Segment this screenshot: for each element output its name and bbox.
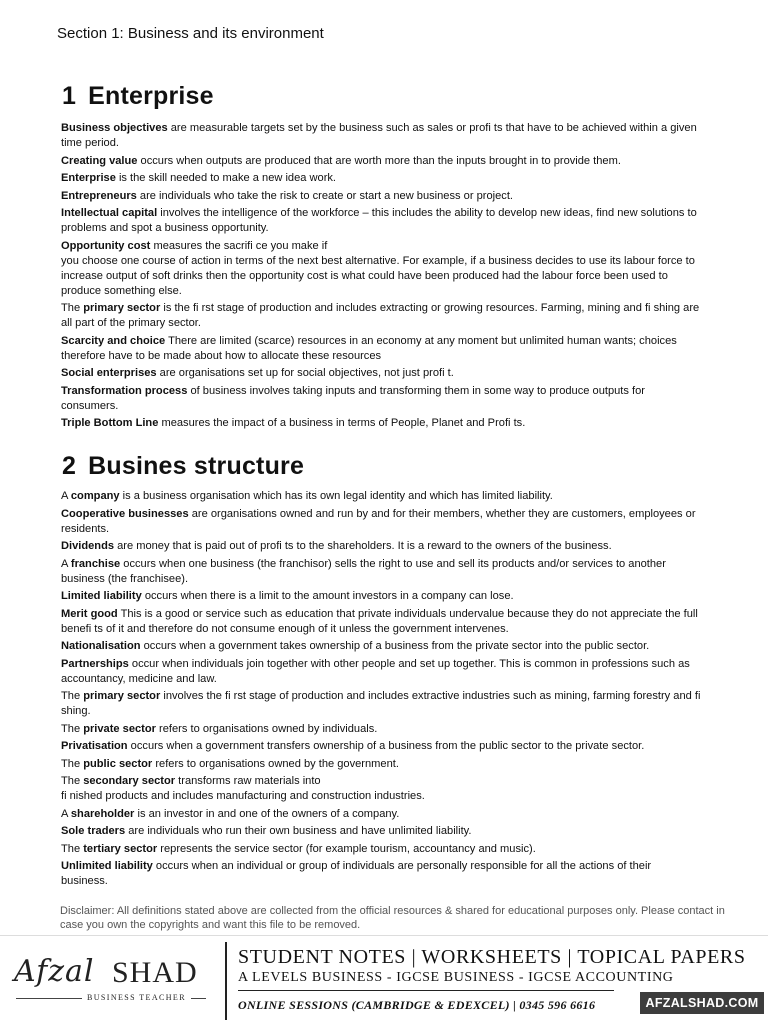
definition-item [61,171,701,186]
definition-text: are individuals who take the risk to create or start a new business or project. [136,189,513,202]
definition-text: are individuals who run their own business and have unlimited liability. [125,825,472,837]
definition-term: Unlimited liability [61,860,153,872]
definition-term: primary sector [83,690,161,702]
section-2-definitions [61,489,701,892]
definition-text: involves the fi rst stage of production and includes extractive industries such as mining, farming forestry and fi shing. [61,690,701,717]
footer-tagline: STUDENT NOTES | WORKSHEETS | TOPICAL PAPERS [238,946,746,968]
definition-text: refers to organisations owned by the government. [152,757,399,770]
definition-text: represents the service sector (for example tourism, accountancy and music). [157,842,536,855]
definition-term: Scarcity and choice [61,334,166,347]
section-2-number: 2 [62,452,77,480]
definition-item [61,489,701,504]
definition-text: measures the impact of a business in terms of People, Planet and Profi ts. [158,417,526,429]
definition-text: occurs when one business (the franchisor) sells the right to use and sell its products and/or services to another business (the franchisee). [61,557,666,585]
definition-prefix: The [61,690,84,702]
definition-text: is a business organisation which has its own legal identity and which has limited liability. [119,490,553,502]
definition-item [61,639,701,654]
definition-item [61,842,701,857]
definition-item [61,154,701,169]
definition-term: company [70,490,120,502]
definition-text: are money that is paid out of profi ts to the shareholders. It is a reward to the owners of the business. [114,540,612,552]
definition-term: franchise [70,557,121,570]
definition-text: are organisations set up for social objectives, not just profi t. [156,367,454,379]
definition-text: refers to organisations owned by individuals. [155,722,378,735]
disclaimer: Disclaimer: All definitions stated above are collected from the official resources & shared for educational purposes only. Please contact in case you own the copyrights and want this file to be removed. [60,905,725,931]
definition-term: Social enterprises [61,367,157,379]
definition-text: is the skill needed to make a new idea work. [115,172,337,184]
definition-prefix: A [61,490,71,502]
definition-item [61,807,701,822]
definition-item [61,189,701,204]
definition-prefix: A [61,557,71,570]
footer-banner [0,935,768,1024]
definition-term: Partnerships [61,657,129,670]
section-1-title: Enterprise [88,82,214,110]
definition-text: occur when individuals join together with other people and set up together. This is common in professions such as accountancy, medicine and law. [61,657,690,685]
definition-text: occurs when there is a limit to the amount investors in a company can lose. [141,590,514,602]
definition-text: measures the sacrifi ce you make if you choose one course of action in terms of the next best alternative. For example, if a business decides to use its labour force to increase output of soft drinks then the opportunity cost is what could have been produced had the labour force been used to produce something else. [61,239,695,297]
definition-term: Cooperative businesses [61,507,189,520]
definition-item [61,366,701,381]
definition-item [61,239,701,299]
definition-prefix: The [61,722,84,735]
signature-logo: Afzal [14,954,95,989]
section-2-title: Busines structure [88,452,305,480]
definition-term: Merit good [61,607,118,620]
section-1-heading [62,82,214,111]
definition-term: Limited liability [61,590,142,602]
definition-term: tertiary sector [83,842,158,855]
definition-text: transforms raw materials into fi nished products and includes manufacturing and construction industries. [61,775,425,802]
definition-term: shareholder [70,807,135,820]
footer-courses: A LEVELS BUSINESS - IGCSE BUSINESS - IGCSE ACCOUNTING [238,970,674,985]
definition-item [61,722,701,737]
definition-item [61,507,701,537]
definition-item [61,739,701,754]
definition-term: Opportunity cost [61,239,151,252]
definition-term: Intellectual capital [61,207,158,219]
definition-item [61,416,701,431]
definition-item [61,589,701,604]
definition-text: occurs when an individual or group of individuals are personally responsible for all the actions of their business. [61,860,652,887]
definition-term: primary sector [83,302,161,314]
definition-text: is the fi rst stage of production and includes extracting or growing resources. Farming, mining and fi shing are all part of the primary sector. [61,302,700,329]
definition-term: Sole traders [61,825,126,837]
definition-item [61,824,701,839]
definition-term: public sector [83,757,153,770]
footer-divider [225,942,227,1020]
definition-term: Creating value [61,154,138,167]
definition-item [61,384,701,414]
definition-term: Triple Bottom Line [61,417,159,429]
definition-item [61,689,701,719]
definition-term: Transformation process [61,384,188,397]
definition-prefix: The [61,842,84,855]
definition-term: Entrepreneurs [61,189,137,202]
definition-item [61,657,701,687]
definition-term: secondary sector [83,775,176,787]
footer-sessions: ONLINE SESSIONS (CAMBRIDGE & EDEXCEL) | 0345 596 6616 [238,998,596,1012]
definition-prefix: The [61,757,84,770]
footer-rule [238,990,614,991]
definition-term: private sector [83,722,156,735]
definition-text: involves the intelligence of the workforce – this includes the ability to develop new ideas, find new solutions to problems and spot a business opportunity. [61,207,697,234]
definition-term: Business objectives [61,122,168,134]
definition-text: This is a good or service such as education that private individuals undervalue because they do not appreciate the full benefi ts of it and therefore do not consume enough of it unless the government intervenes. [61,607,698,635]
definition-item [61,121,701,151]
section-header: Section 1: Business and its environment [57,25,324,42]
definition-text: are measurable targets set by the business such as sales or profi ts that have to be achieved within a given time period. [61,122,697,149]
definition-prefix: The [61,302,84,314]
website-link[interactable]: AFZALSHAD.COM [640,992,764,1014]
definition-item [61,757,701,772]
definition-item [61,774,701,804]
logo-role: BUSINESS TEACHER [82,993,191,1002]
definition-text: occurs when a government transfers ownership of a business from the public sector to the private sector. [127,740,645,752]
logo-name: SHAD [112,956,198,989]
definition-item [61,607,701,637]
definition-term: Nationalisation [61,640,141,652]
definition-prefix: A [61,807,71,820]
definition-item [61,301,701,331]
definition-item [61,334,701,364]
definition-text: occurs when a government takes ownership of a business from the private sector into the public sector. [140,640,650,652]
section-1-definitions [61,121,701,434]
section-2-heading [62,452,304,481]
definition-term: Dividends [61,540,115,552]
definition-text: is an investor in and one of the owners of a company. [134,807,400,820]
definition-item [61,539,701,554]
definition-item [61,557,701,587]
definition-term: Enterprise [61,172,116,184]
definition-text: of business involves taking inputs and transforming them in some way to produce outputs for consumers. [61,384,645,412]
section-1-number: 1 [62,82,77,110]
definition-item [61,859,701,889]
definition-text: occurs when outputs are produced that are worth more than the inputs brought in to provide them. [137,154,621,167]
definition-item [61,206,701,236]
definition-text: are organisations owned and run by and for their members, whether they are customers, employees or residents. [61,507,696,535]
definition-term: Privatisation [61,740,128,752]
definition-text: There are limited (scarce) resources in an economy at any moment but unlimited human wants; choices therefore have to be made about how to allocate these resources [61,334,677,362]
definition-prefix: The [61,775,84,787]
